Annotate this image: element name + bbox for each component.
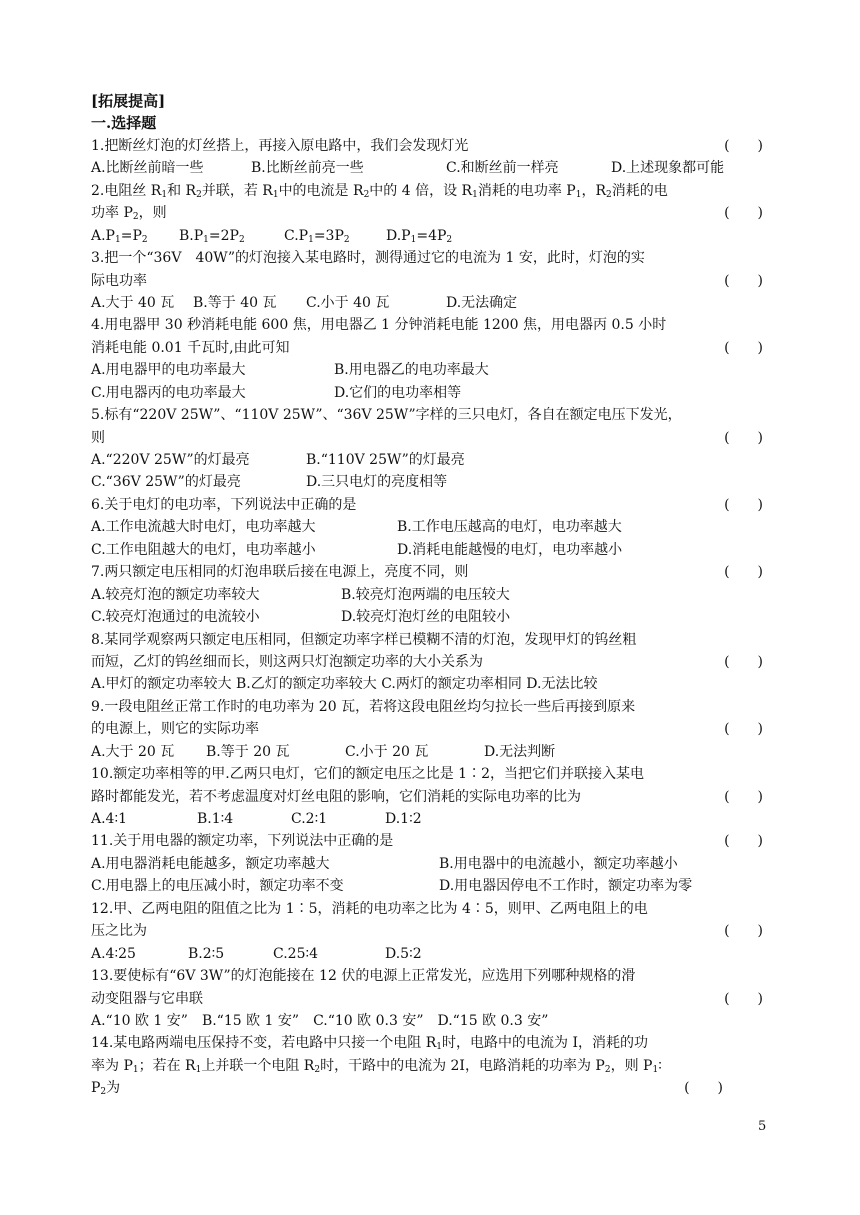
option-d: D.5∶2: [385, 945, 422, 962]
option-b: B.等于 20 瓦: [206, 743, 290, 760]
text: B.P: [179, 227, 204, 244]
text: ，则 P: [610, 1057, 653, 1074]
question-4-options-cd: [91, 382, 771, 404]
option-d: D.较亮灯泡灯丝的电阻较小: [341, 609, 511, 626]
text: =3P: [313, 227, 344, 244]
question-5-options-ab: [91, 449, 771, 471]
question-2-stem: [91, 180, 771, 202]
text: 率为 P: [91, 1057, 133, 1074]
question-6-options-cd: [91, 539, 771, 561]
text: 功率 P: [91, 205, 133, 222]
question-4-stem-cont: [91, 337, 771, 359]
subscript: 2: [196, 189, 202, 200]
option-d: D.消耗电能越慢的电灯，电功率越小: [397, 541, 623, 558]
subscript: 1: [410, 234, 417, 245]
answer-blank: ( ): [724, 833, 763, 850]
subscript: 1: [114, 234, 121, 245]
subscript: 1: [436, 1042, 442, 1053]
question-8-stem: 8.某同学观察两只额定电压相同，但额定功率字样已模糊不清的灯泡，发现甲灯的钨丝粗: [91, 631, 637, 648]
subscript: 1: [575, 189, 582, 200]
text: 消耗电能 0.01 千瓦时,由此可知: [91, 339, 290, 356]
text: 时，干路中的电流为 2I，电路消耗的功率为 P: [320, 1057, 605, 1074]
text: 6.关于电灯的电功率，下列说法中正确的是: [91, 496, 357, 513]
text: 2.电阻丝 R: [91, 182, 162, 199]
option-a: A.用电器甲的电功率最大: [91, 362, 246, 379]
question-2-options: [91, 225, 771, 247]
option-a: A.大于 20 瓦: [91, 743, 175, 760]
text: 际电功率: [91, 272, 147, 289]
subscript: 1: [195, 1064, 202, 1075]
answer-blank: ( ): [724, 721, 763, 738]
text: 为: [106, 1080, 121, 1097]
subscript: 1: [132, 1064, 139, 1075]
question-14-stem-cont: [91, 1055, 771, 1077]
question-10-stem: 10.额定功率相等的甲.乙两只电灯，它们的额定电压之比是 1∶2，当把它们并联接入某电: [91, 766, 644, 783]
option-c: C.工作电阻越大的电灯，电功率越小: [91, 541, 316, 558]
worksheet: [91, 90, 771, 1100]
option-c: C.2∶1: [291, 811, 328, 827]
option-a: A.4∶1: [91, 811, 128, 827]
text: 时，电路中的电流为 I，消耗的功: [442, 1035, 648, 1052]
question-10-stem-cont: [91, 786, 771, 808]
subscript: 2: [343, 234, 350, 245]
answer-blank: ( ): [724, 339, 763, 356]
option-c: C.用电器上的电压减小时，额定功率不变: [91, 878, 344, 895]
question-7-stem: [91, 561, 771, 583]
text: ∶: [658, 1057, 662, 1074]
option-d: D.三只电灯的亮度相等: [306, 474, 448, 491]
option-d: [386, 225, 452, 247]
option-c: C.“36V 25W”的灯最亮: [91, 474, 241, 491]
subscript: 1: [203, 234, 209, 245]
subscript: 1: [308, 234, 314, 245]
subscript: 2: [238, 234, 245, 245]
option-b: B.用电器乙的电功率最大: [334, 362, 489, 379]
option-d: D.无法判断: [484, 743, 556, 760]
text: 11.关于用电器的额定功率，下列说法中正确的是: [91, 833, 394, 850]
text: =2P: [208, 227, 239, 244]
question-11-options-cd: [91, 875, 771, 897]
question-13-stem-cont: [91, 988, 771, 1010]
section-title: [拓展提高]: [91, 92, 166, 110]
answer-blank: ( ): [724, 653, 763, 670]
option-b: B.用电器中的电流越小，额定功率越小: [439, 855, 678, 872]
option-c: C.小于 40 瓦: [306, 294, 390, 311]
option-a: A.大于 40 瓦: [91, 294, 175, 311]
question-11-options-ab: [91, 853, 771, 875]
question-6-stem: [91, 494, 771, 516]
text: 则: [91, 429, 105, 446]
text: 中的 4 倍，设 R: [369, 182, 473, 199]
question-10-options: [91, 808, 771, 830]
option-a: A.比断丝前暗一些: [91, 160, 204, 177]
question-1-options: [91, 157, 771, 179]
answer-blank: ( ): [724, 990, 763, 1007]
question-14-stem: [91, 1032, 771, 1054]
option-c: C.和断丝前一样亮: [446, 160, 559, 177]
option-a: A.较亮灯泡的额定功率较大: [91, 586, 260, 603]
answer-blank: ( ): [724, 564, 763, 581]
option-b: B.工作电压越高的电灯，电功率越大: [397, 519, 622, 536]
text: 的电源上，则它的实际功率: [91, 721, 259, 738]
text: 并联，若 R: [201, 182, 273, 199]
text: 压之比为: [91, 923, 147, 940]
option-d: D.无法确定: [446, 294, 518, 311]
page-number: 5: [758, 1119, 767, 1134]
answer-blank: ( ): [724, 429, 763, 446]
text: ，则: [138, 205, 167, 222]
subscript: 2: [314, 1064, 321, 1075]
question-14-stem-end: [91, 1077, 771, 1099]
option-a: A.用电器消耗电能越多，额定功率越大: [91, 855, 330, 872]
subscript: 2: [141, 234, 148, 245]
option-c: C.25∶4: [273, 945, 319, 962]
option-b: [179, 225, 245, 247]
question-2-stem-cont: [91, 202, 771, 224]
question-5-options-cd: [91, 471, 771, 493]
text: P: [91, 1080, 101, 1097]
option-b: B.1∶4: [197, 811, 234, 827]
subscript: 1: [652, 1064, 659, 1075]
question-9-stem: 9.一段电阻丝正常工作时的电功率为 20 瓦，若将这段电阻丝均匀拉长一些后再接到原来: [91, 698, 636, 715]
question-8-options: A.甲灯的额定功率较大 B.乙灯的额定功率较大 C.两灯的额定功率相同 D.无法比较: [91, 676, 598, 693]
question-3-stem: 3.把一个“36V 40W”的灯泡接入某电路时，测得通过它的电流为 1 安，此时，灯泡的实: [91, 250, 645, 267]
question-text: 1.把断丝灯泡的灯丝搭上，再接入原电路中，我们会发现灯光: [91, 137, 469, 154]
answer-blank: ( ): [724, 923, 763, 940]
subscript: 2: [604, 1064, 611, 1075]
question-7-options-cd: [91, 606, 771, 628]
answer-blank: ( ): [724, 496, 763, 513]
text: 14.某电路两端电压保持不变，若电路中只接一个电阻 R: [91, 1035, 437, 1052]
subscript: 2: [100, 1087, 107, 1098]
question-9-stem-cont: [91, 718, 771, 740]
option-d: D.上述现象都可能: [611, 160, 725, 177]
question-6-options-ab: [91, 516, 771, 538]
question-12-options: [91, 943, 771, 965]
text: C.P: [284, 227, 309, 244]
answer-blank: ( ): [724, 272, 763, 289]
text: ，R: [581, 182, 606, 199]
text: A.P: [91, 227, 115, 244]
option-c: [284, 225, 350, 247]
option-d: D.1∶2: [385, 811, 422, 827]
question-7-options-ab: [91, 584, 771, 606]
subscript: 2: [132, 212, 139, 223]
question-1-stem: [91, 135, 771, 157]
subscript: 2: [446, 234, 453, 245]
text: =4P: [416, 227, 447, 244]
text: 消耗的电功率 P: [477, 182, 576, 199]
option-c: C.用电器丙的电功率最大: [91, 384, 246, 401]
option-b: B.2∶5: [188, 945, 225, 962]
subscript: 1: [272, 189, 279, 200]
answer-blank: ( ): [724, 205, 763, 222]
question-13-stem: 13.要使标有“6V 3W”的灯泡能接在 12 伏的电源上正常发光，应选用下列哪种规格的滑: [91, 968, 636, 985]
text: 和 R: [167, 182, 197, 199]
option-a: A.4∶25: [91, 945, 136, 962]
option-b: B.等于 40 瓦: [193, 294, 277, 311]
question-12-stem: 12.甲、乙两电阻的阻值之比为 1∶5，消耗的电功率之比为 4∶5，则甲、乙两电阻上的电: [91, 900, 648, 917]
option-b: B.“110V 25W”的灯最亮: [306, 452, 465, 468]
option-d: D.它们的电功率相等: [334, 384, 462, 401]
answer-blank: ( ): [724, 137, 763, 154]
option-a: A.工作电流越大时电灯，电功率越大: [91, 519, 316, 536]
subscript: 1: [161, 189, 168, 200]
text: 中的电流是 R: [278, 182, 364, 199]
option-a: A.“220V 25W”的灯最亮: [91, 452, 250, 468]
text: D.P: [386, 227, 411, 244]
question-8-stem-cont: [91, 651, 771, 673]
question-3-stem-cont: [91, 270, 771, 292]
option-b: B.较亮灯泡两端的电压较大: [341, 586, 510, 603]
question-11-stem: [91, 830, 771, 852]
text: 而短，乙灯的钨丝细而长，则这两只灯泡额定功率的大小关系为: [91, 653, 483, 670]
question-9-options: [91, 741, 771, 763]
question-5-stem-cont: [91, 427, 771, 449]
question-3-options: [91, 292, 771, 314]
answer-blank: ( ): [724, 788, 763, 805]
text: 7.两只额定电压相同的灯泡串联后接在电源上，亮度不同，则: [91, 564, 469, 581]
option-a: [91, 225, 148, 247]
question-4-stem: 4.用电器甲 30 秒消耗电能 600 焦，用电器乙 1 分钟消耗电能 1200 焦，用电器丙 0.5 小时: [91, 317, 667, 334]
question-13-options: A.“10 欧 1 安” B.“15 欧 1 安” C.“10 欧 0.3 安” D.“15 欧 0.3 安”: [91, 1012, 549, 1029]
text: 路时都能发光，若不考虑温度对灯丝电阻的影响，它们消耗的实际电功率的比为: [91, 788, 581, 805]
question-5-stem: 5.标有“220V 25W”、“110V 25W”、“36V 25W”字样的三只电灯，各自在额定电压下发光，: [91, 407, 682, 424]
option-c: C.较亮灯泡通过的电流较小: [91, 609, 260, 626]
text: 动变阻器与它串联: [91, 990, 203, 1007]
answer-blank: ( ): [684, 1080, 723, 1097]
text: ；若在 R: [138, 1057, 196, 1074]
question-4-options-ab: [91, 359, 771, 381]
part-title: 一.选择题: [91, 114, 157, 133]
subscript: 2: [606, 189, 612, 200]
subscript: 2: [363, 189, 370, 200]
option-b: B.比断丝前亮一些: [251, 160, 364, 177]
option-d: D.用电器因停电不工作时，额定功率为零: [439, 878, 693, 895]
text: =P: [120, 227, 142, 244]
question-12-stem-cont: [91, 920, 771, 942]
text: 上并联一个电阻 R: [201, 1057, 315, 1074]
subscript: 1: [472, 189, 478, 200]
text: 消耗的电: [611, 182, 668, 199]
option-c: C.小于 20 瓦: [345, 743, 429, 760]
